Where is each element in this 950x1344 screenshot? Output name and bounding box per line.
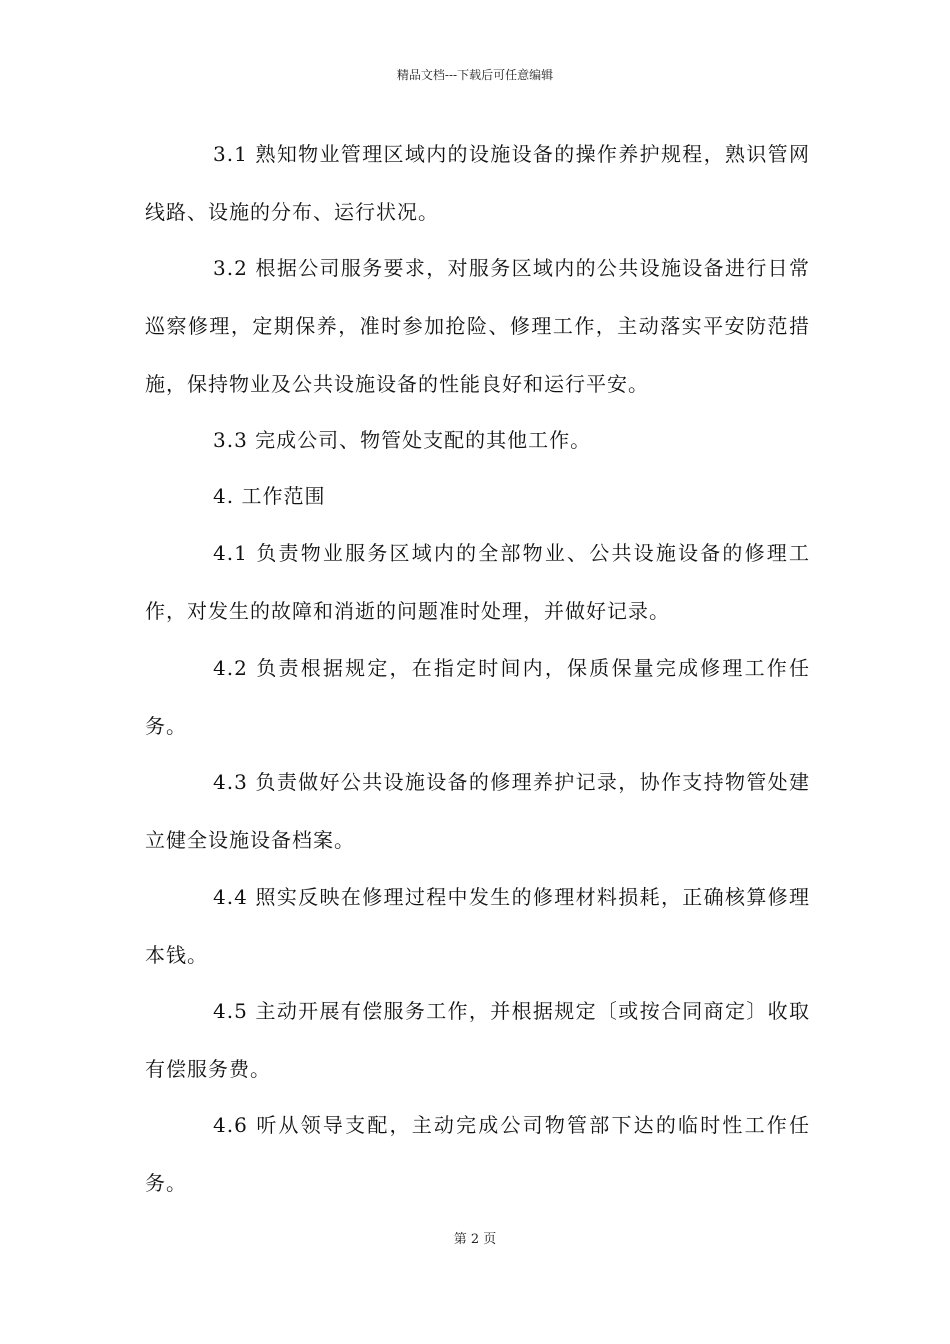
paragraph-4-6: 4.6 听从领导支配，主动完成公司物管部下达的临时性工作任务。	[145, 1113, 810, 1195]
paragraph-4-2: 4.2 负责根据规定，在指定时间内，保质保量完成修理工作任务。	[145, 656, 810, 738]
paragraph-3-3: 3.3 完成公司、物管处支配的其他工作。	[213, 428, 592, 452]
page-number: 第 2 页	[453, 1232, 497, 1247]
paragraph-3-1: 3.1 熟知物业管理区域内的设施设备的操作养护规程，熟识管网线路、设施的分布、运行状况。	[145, 142, 810, 224]
paragraph-4-1: 4.1 负责物业服务区域内的全部物业、公共设施设备的修理工作，对发生的故障和消逝的问题准时处理，并做好记录。	[145, 541, 810, 623]
paragraph-4-4: 4.4 照实反映在修理过程中发生的修理材料损耗，正确核算修理本钱。	[145, 885, 810, 967]
section-heading-4: 4. 工作范围	[213, 484, 326, 508]
page-header: 精品文档---下载后可任意编辑	[396, 68, 554, 82]
paragraph-3-2: 3.2 根据公司服务要求，对服务区域内的公共设施设备进行日常巡察修理，定期保养，准时参加抢险、修理工作，主动落实平安防范措施，保持物业及公共设施设备的性能良好和运行平安。	[145, 256, 810, 396]
paragraph-4-3: 4.3 负责做好公共设施设备的修理养护记录，协作支持物管处建立健全设施设备档案。	[145, 770, 810, 852]
paragraph-4-5: 4.5 主动开展有偿服务工作，并根据规定〔或按合同商定〕收取有偿服务费。	[145, 999, 810, 1081]
